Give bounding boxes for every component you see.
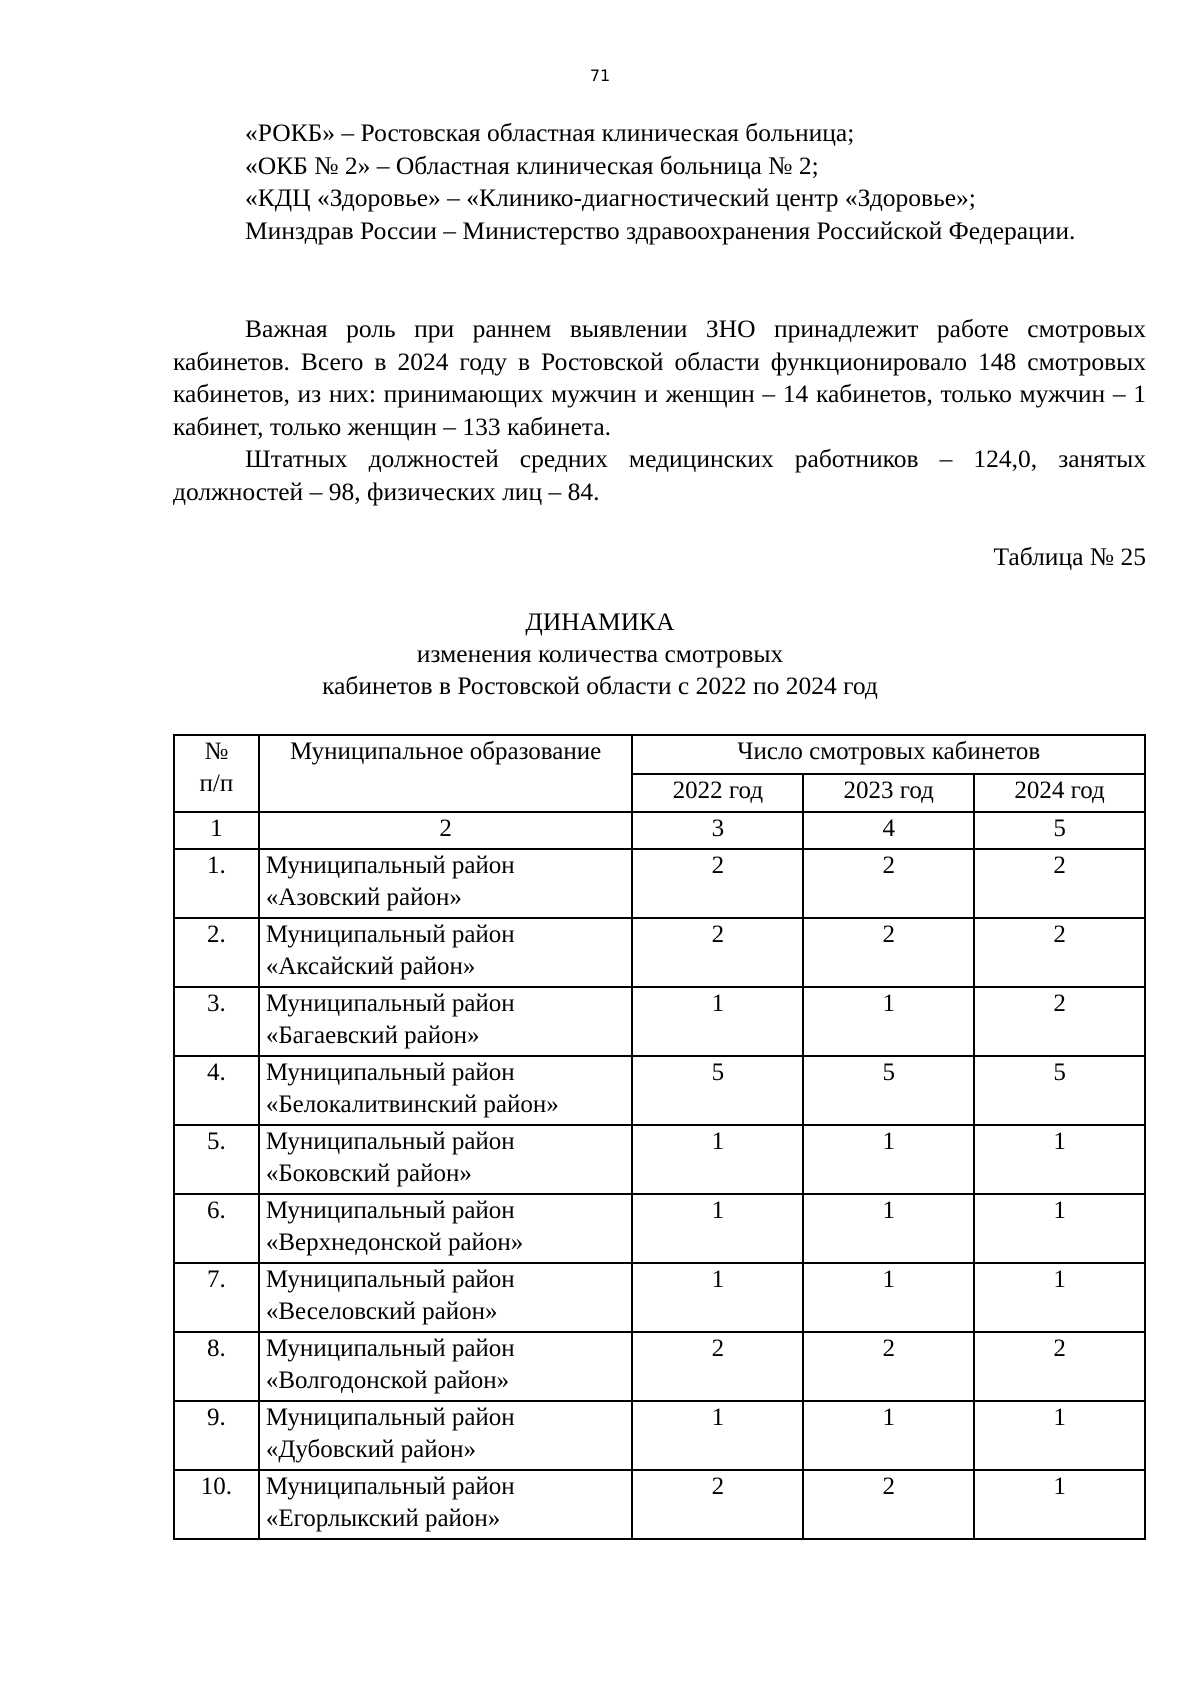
row-name-line1: Муниципальный район xyxy=(265,1473,515,1500)
row-name-line1: Муниципальный район xyxy=(265,921,515,948)
header-num xyxy=(174,735,259,812)
row-value-2024: 1 xyxy=(974,1470,1145,1539)
column-index: 2 xyxy=(259,812,633,849)
row-name xyxy=(259,918,633,987)
row-value-2022: 5 xyxy=(632,1056,803,1125)
row-name-line2: «Белокалитвинский район» xyxy=(265,1091,559,1118)
row-value-2023: 1 xyxy=(803,1125,974,1194)
row-name-line1: Муниципальный район xyxy=(265,852,515,879)
row-name-line2: «Верхнедонской район» xyxy=(265,1229,524,1256)
row-value-2024: 1 xyxy=(974,1194,1145,1263)
row-value-2023: 2 xyxy=(803,849,974,918)
row-name xyxy=(259,1332,633,1401)
row-name-line2: «Багаевский район» xyxy=(265,1022,480,1049)
row-number: 4. xyxy=(174,1056,259,1125)
row-name-line2: «Егорлыкский район» xyxy=(265,1505,501,1532)
row-value-2023: 2 xyxy=(803,1332,974,1401)
row-value-2023: 2 xyxy=(803,1470,974,1539)
row-name-line1: Муниципальный район xyxy=(265,1404,515,1431)
body-text xyxy=(173,313,1146,508)
row-value-2023: 1 xyxy=(803,1263,974,1332)
row-number: 1. xyxy=(174,849,259,918)
row-number: 9. xyxy=(174,1401,259,1470)
page-number: 71 xyxy=(589,66,611,85)
table-row xyxy=(174,1332,1145,1401)
row-value-2024: 5 xyxy=(974,1056,1145,1125)
row-name xyxy=(259,1470,633,1539)
row-value-2022: 1 xyxy=(632,1263,803,1332)
row-name xyxy=(259,1401,633,1470)
table-row xyxy=(174,918,1145,987)
row-name-line1: Муниципальный район xyxy=(265,1059,515,1086)
row-value-2022: 1 xyxy=(632,1125,803,1194)
table-row xyxy=(174,849,1145,918)
row-value-2022: 2 xyxy=(632,1470,803,1539)
header-num-line1: № xyxy=(204,738,229,765)
row-value-2023: 2 xyxy=(803,918,974,987)
row-value-2022: 1 xyxy=(632,1401,803,1470)
row-value-2024: 1 xyxy=(974,1263,1145,1332)
abbreviations-list xyxy=(173,117,1146,247)
row-value-2024: 2 xyxy=(974,918,1145,987)
abbreviation-minzdrav: Минздрав России – Министерство здравоохранения Российской Федерации. xyxy=(245,215,1076,245)
row-name xyxy=(259,987,633,1056)
screening-rooms-table xyxy=(173,734,1146,1540)
row-name-line2: «Боковский район» xyxy=(265,1160,472,1187)
table-row xyxy=(174,1470,1145,1539)
row-number: 8. xyxy=(174,1332,259,1401)
row-number: 6. xyxy=(174,1194,259,1263)
row-number: 7. xyxy=(174,1263,259,1332)
row-value-2022: 2 xyxy=(632,1332,803,1401)
row-value-2022: 1 xyxy=(632,1194,803,1263)
header-year-2024: 2024 год xyxy=(974,774,1145,812)
column-index: 1 xyxy=(174,812,259,849)
row-name-line2: «Дубовский район» xyxy=(265,1436,477,1463)
row-number: 10. xyxy=(174,1470,259,1539)
row-value-2023: 1 xyxy=(803,1194,974,1263)
table-header-row xyxy=(174,735,1145,774)
column-index: 4 xyxy=(803,812,974,849)
row-number: 5. xyxy=(174,1125,259,1194)
row-value-2024: 2 xyxy=(974,849,1145,918)
paragraph-staff: Штатных должностей средних медицинских работников – 124,0, занятых должностей – 98, физических лиц – 84. xyxy=(173,444,1146,506)
row-value-2024: 2 xyxy=(974,1332,1145,1401)
abbreviation-rokb: «РОКБ» – Ростовская областная клиническая больница; xyxy=(245,118,855,147)
table-row xyxy=(174,1125,1145,1194)
row-value-2022: 2 xyxy=(632,918,803,987)
row-value-2023: 1 xyxy=(803,987,974,1056)
row-name xyxy=(259,1125,633,1194)
column-index: 5 xyxy=(974,812,1145,849)
header-name: Муниципальное образование xyxy=(259,735,633,812)
row-name-line1: Муниципальный район xyxy=(265,1197,515,1224)
table-title-sub2: кабинетов в Ростовской области с 2022 по 2024 год xyxy=(322,671,878,700)
column-index: 3 xyxy=(632,812,803,849)
header-num-line2: п/п xyxy=(199,770,234,797)
abbreviation-okb2: «ОКБ № 2» – Областная клиническая больница № 2; xyxy=(245,150,819,180)
row-name xyxy=(259,1263,633,1332)
row-name-line1: Муниципальный район xyxy=(265,990,515,1017)
row-value-2022: 1 xyxy=(632,987,803,1056)
table-row xyxy=(174,1194,1145,1263)
abbreviation-kdc: «КДЦ «Здоровье» – «Клинико-диагностический центр «Здоровье»; xyxy=(245,183,976,212)
row-name-line2: «Веселовский район» xyxy=(265,1298,498,1325)
row-value-2024: 1 xyxy=(974,1125,1145,1194)
table-title-sub1: изменения количества смотровых xyxy=(416,639,784,668)
row-value-2023: 5 xyxy=(803,1056,974,1125)
table-row xyxy=(174,987,1145,1056)
row-value-2024: 2 xyxy=(974,987,1145,1056)
row-name-line1: Муниципальный район xyxy=(265,1335,515,1362)
table-row xyxy=(174,1401,1145,1470)
header-year-2022: 2022 год xyxy=(632,774,803,812)
table-row xyxy=(174,1056,1145,1125)
row-name-line1: Муниципальный район xyxy=(265,1128,515,1155)
row-value-2023: 1 xyxy=(803,1401,974,1470)
row-number: 3. xyxy=(174,987,259,1056)
header-year-2023: 2023 год xyxy=(803,774,974,812)
row-number: 2. xyxy=(174,918,259,987)
header-group: Число смотровых кабинетов xyxy=(632,735,1145,774)
table-title-main: ДИНАМИКА xyxy=(525,607,675,636)
row-name-line2: «Азовский район» xyxy=(265,884,462,911)
paragraph-screening-rooms: Важная роль при раннем выявлении ЗНО принадлежит работе смотровых кабинетов. Всего в 2024 году в Ростовской области функционировало 148 смотровых кабинетов, из них: принимающих мужчин и женщин – 14 кабинетов, только мужчин – 1 кабинет, только женщин – 133 кабинета. xyxy=(173,314,1146,441)
row-value-2022: 2 xyxy=(632,849,803,918)
row-value-2024: 1 xyxy=(974,1401,1145,1470)
table-row xyxy=(174,1263,1145,1332)
column-index-row xyxy=(174,812,1145,849)
table-label: Таблица № 25 xyxy=(993,542,1146,571)
row-name-line2: «Аксайский район» xyxy=(265,953,476,980)
row-name xyxy=(259,1194,633,1263)
row-name xyxy=(259,849,633,918)
row-name xyxy=(259,1056,633,1125)
row-name-line2: «Волгодонской район» xyxy=(265,1367,510,1394)
row-name-line1: Муниципальный район xyxy=(265,1266,515,1293)
